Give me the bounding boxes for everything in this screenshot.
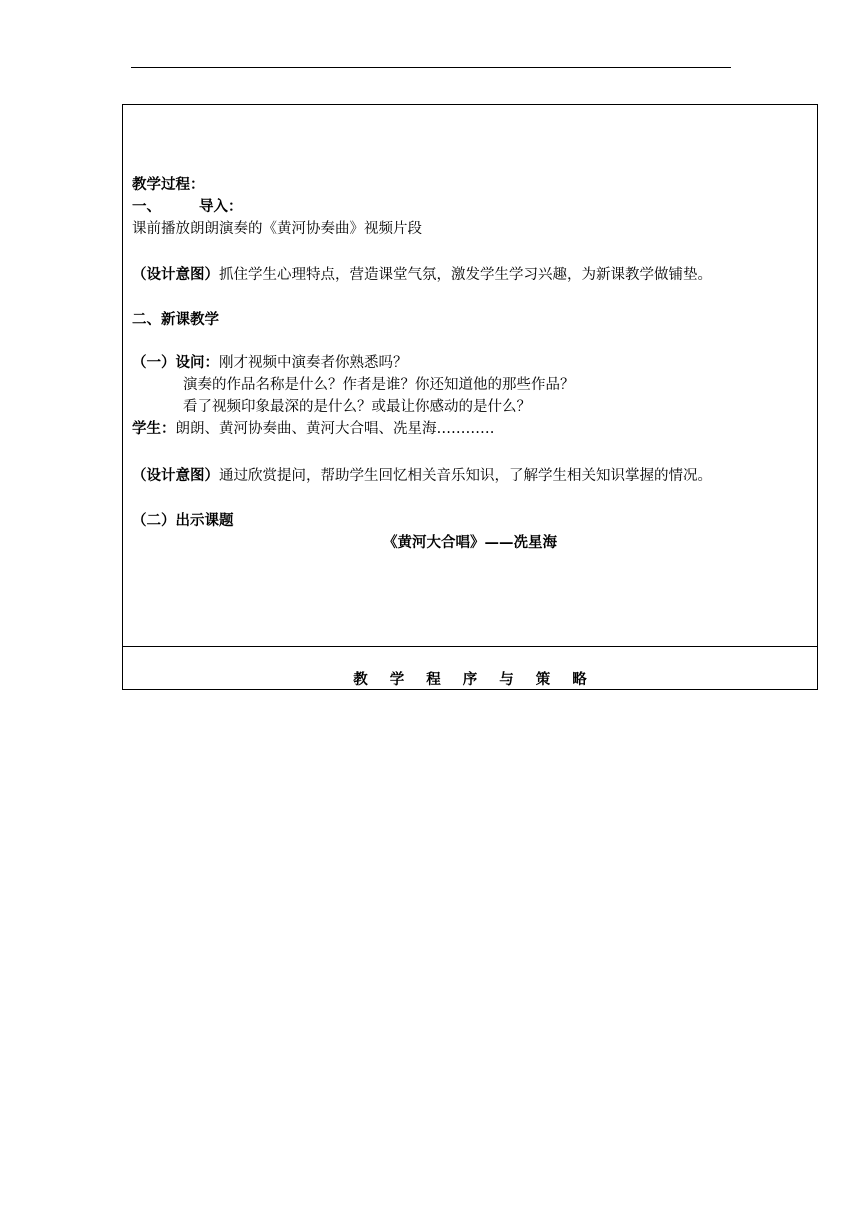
design-intent-1-label: （设计意图） [132,266,219,283]
sub1-label: （一）设问： [132,354,219,371]
header-rule [131,67,731,68]
sub1-q1: 刚才视频中演奏者你熟悉吗？ [219,355,408,371]
lesson-table [122,104,818,690]
footer-char: 略 [572,671,587,688]
footer-char: 序 [462,671,478,688]
footer-char: 程 [426,671,441,688]
section2-title: 二、新课教学 [132,311,219,328]
student-label: 学生： [132,420,176,437]
footer-cell [123,647,817,689]
footer-char: 教 [353,671,368,688]
section1-number: 一、 [132,198,161,215]
footer-char: 与 [499,671,514,688]
sub1-question-3: 看了视频印象最深的是什么？或最让你感动的是什么？ [183,399,531,415]
design-intent-2 [132,466,712,486]
footer-char: 学 [389,671,405,688]
process-heading: 教学过程： [132,176,205,193]
design-intent-2-text: 通过欣赏提问，帮助学生回忆相关音乐知识，了解学生相关知识掌握的情况。 [219,468,712,484]
sub1-question-2: 演奏的作品名称是什么？作者是谁？你还知道他的那些作品？ [183,377,575,393]
sub1-question-1 [132,353,408,373]
design-intent-1 [132,265,712,285]
section1-title: 导入： [199,198,243,215]
design-intent-1-text: 抓住学生心理特点，营造课堂气氛，激发学生学习兴趣，为新课教学做铺垫。 [219,267,712,283]
student-answer-text: 朗朗、黄河协奏曲、黄河大合唱、冼星海………… [175,421,495,437]
teaching-procedure-strategy-heading [123,671,817,689]
student-answer [132,419,495,439]
design-intent-2-label: （设计意图） [132,467,219,484]
footer-char: 策 [535,671,551,688]
section1-heading [132,197,243,217]
lesson-title: 《黄河大合唱》——冼星海 [383,534,557,551]
sub2-title: （二）出示课题 [132,512,234,529]
teaching-process-cell [123,105,817,647]
intro-text: 课前播放朗朗演奏的《黄河协奏曲》视频片段 [132,221,422,237]
